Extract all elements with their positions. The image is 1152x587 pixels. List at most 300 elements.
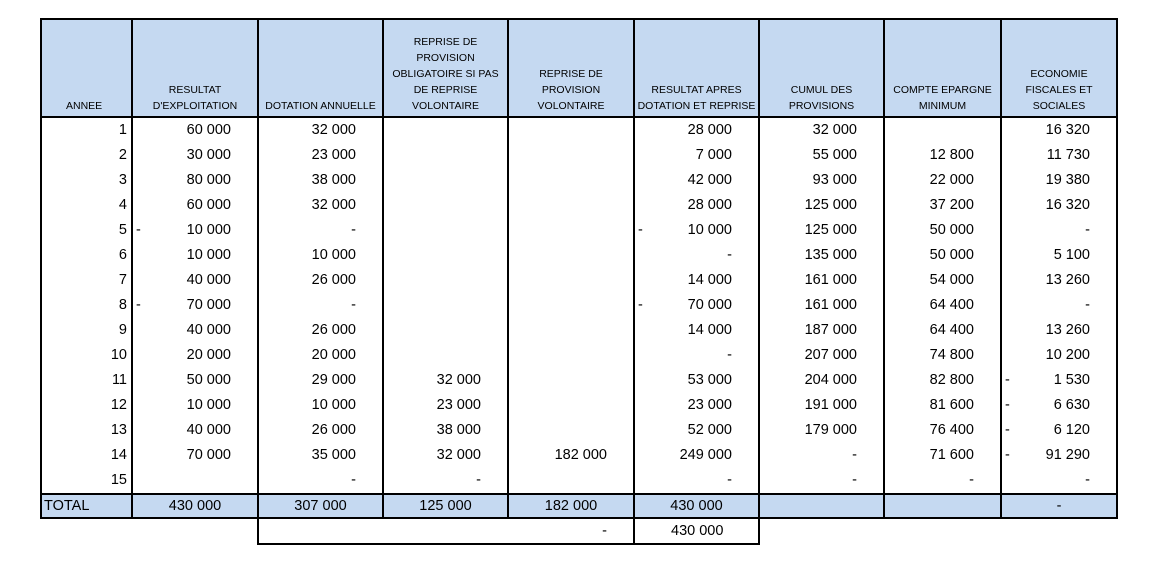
- cell-value: 14 000: [687, 272, 732, 288]
- cell-value: -: [852, 447, 857, 463]
- cell-reprise-volontaire[interactable]: [508, 443, 634, 468]
- cell-reprise-obligatoire[interactable]: [383, 468, 508, 494]
- cell-reprise-obligatoire[interactable]: [383, 368, 508, 393]
- table-row: [41, 343, 1117, 368]
- check-empty-cell: [884, 518, 1001, 544]
- cell-value: 32 000: [311, 197, 356, 213]
- cell-value: -: [476, 472, 481, 488]
- cell-value: 10 000: [186, 222, 231, 238]
- cell-value: 32 000: [812, 122, 857, 138]
- cell-reprise-obligatoire[interactable]: [383, 318, 508, 343]
- cell-resultat[interactable]: [132, 193, 258, 218]
- cell-value: 207 000: [804, 347, 857, 363]
- cell-annee[interactable]: [41, 318, 132, 343]
- cell-value: 10 000: [186, 397, 231, 413]
- header-reprise-obligatoire[interactable]: REPRISE DE PROVISION OBLIGATOIRE SI PAS DE REPRISE VOLONTAIRE: [383, 19, 508, 117]
- header-cumul-provisions[interactable]: CUMUL DES PROVISIONS: [759, 19, 884, 117]
- cell-value: 2: [118, 147, 127, 163]
- cell-value: 37 200: [929, 197, 974, 213]
- cell-resultat[interactable]: [132, 117, 258, 143]
- cell-value: 249 000: [679, 447, 732, 463]
- cell-epargne[interactable]: [884, 243, 1001, 268]
- cell-resultat-apres[interactable]: [634, 243, 759, 268]
- cell-value: 64 400: [929, 297, 974, 313]
- cell-value: 28 000: [687, 197, 732, 213]
- cell-value: 19 380: [1045, 172, 1090, 188]
- cell-cumul[interactable]: [759, 243, 884, 268]
- cell-value: 50 000: [186, 372, 231, 388]
- cell-value: -: [351, 222, 356, 238]
- cell-resultat[interactable]: [132, 468, 258, 494]
- cell-reprise-volontaire[interactable]: [508, 343, 634, 368]
- cell-cumul[interactable]: [759, 343, 884, 368]
- cell-value: 1: [118, 122, 127, 138]
- cell-value: 64 400: [929, 322, 974, 338]
- cell-epargne[interactable]: [884, 268, 1001, 293]
- table-row: [41, 218, 1117, 243]
- cell-value: 125 000: [804, 197, 857, 213]
- cell-reprise-volontaire[interactable]: [508, 168, 634, 193]
- cell-annee[interactable]: [41, 393, 132, 418]
- cell-value: 187 000: [804, 322, 857, 338]
- cell-value: 125 000: [804, 222, 857, 238]
- cell-reprise-obligatoire[interactable]: [383, 143, 508, 168]
- table-row: [41, 368, 1117, 393]
- cell-resultat-apres[interactable]: [634, 468, 759, 494]
- total-resultat-apres[interactable]: 430 000: [634, 494, 759, 518]
- cell-annee[interactable]: [41, 117, 132, 143]
- cell-resultat-apres[interactable]: [634, 443, 759, 468]
- table-row: [41, 193, 1117, 218]
- cell-value: 22 000: [929, 172, 974, 188]
- negative-sign: -: [136, 222, 141, 238]
- cell-value: 182 000: [554, 447, 607, 463]
- check-resultat-apres[interactable]: 430 000: [634, 518, 759, 544]
- cell-annee[interactable]: [41, 343, 132, 368]
- cell-epargne[interactable]: [884, 168, 1001, 193]
- cell-dotation[interactable]: [258, 193, 383, 218]
- cell-value: 40 000: [186, 422, 231, 438]
- negative-sign: -: [1005, 372, 1010, 388]
- cell-reprise-obligatoire[interactable]: [383, 268, 508, 293]
- cell-reprise-obligatoire[interactable]: [383, 193, 508, 218]
- table-row: [41, 243, 1117, 268]
- cell-epargne[interactable]: [884, 368, 1001, 393]
- check-empty-cell: [1001, 518, 1117, 544]
- cell-value: -: [1085, 472, 1090, 488]
- cell-economie[interactable]: [1001, 243, 1117, 268]
- cell-economie[interactable]: [1001, 318, 1117, 343]
- cell-value: 40 000: [186, 272, 231, 288]
- cell-value: 10 000: [311, 397, 356, 413]
- cell-value: 32 000: [311, 122, 356, 138]
- cell-value: 16 320: [1045, 197, 1090, 213]
- cell-epargne[interactable]: [884, 143, 1001, 168]
- cell-value: 10 000: [311, 247, 356, 263]
- cell-value: 55 000: [812, 147, 857, 163]
- cell-value: 93 000: [812, 172, 857, 188]
- total-reprise-obligatoire[interactable]: 125 000: [383, 494, 508, 518]
- cell-reprise-volontaire[interactable]: [508, 293, 634, 318]
- header-row: [41, 19, 1117, 117]
- cell-value: 8: [118, 297, 127, 313]
- cell-economie[interactable]: [1001, 218, 1117, 243]
- cell-value: 10 000: [186, 247, 231, 263]
- cell-value: 15: [110, 472, 127, 488]
- cell-epargne[interactable]: [884, 443, 1001, 468]
- cell-reprise-volontaire[interactable]: [508, 418, 634, 443]
- cell-value: 191 000: [804, 397, 857, 413]
- cell-reprise-volontaire[interactable]: [508, 393, 634, 418]
- cell-value: 16 320: [1045, 122, 1090, 138]
- cell-reprise-volontaire[interactable]: [508, 193, 634, 218]
- check-empty-cell: [258, 518, 383, 544]
- cell-dotation[interactable]: [258, 368, 383, 393]
- cell-reprise-volontaire[interactable]: [508, 117, 634, 143]
- cell-reprise-obligatoire[interactable]: [383, 418, 508, 443]
- cell-value: 3: [118, 172, 127, 188]
- cell-value: 28 000: [687, 122, 732, 138]
- check-reprise-volontaire[interactable]: -: [508, 518, 634, 544]
- cell-resultat-apres[interactable]: [634, 343, 759, 368]
- header-dotation-annuelle[interactable]: DOTATION ANNUELLE: [258, 19, 383, 117]
- cell-reprise-obligatoire[interactable]: [383, 393, 508, 418]
- cell-value: 179 000: [804, 422, 857, 438]
- cell-value: 26 000: [311, 422, 356, 438]
- cell-dotation[interactable]: [258, 243, 383, 268]
- cell-cumul[interactable]: [759, 268, 884, 293]
- cell-value: 6: [118, 247, 127, 263]
- cell-value: -: [727, 472, 732, 488]
- cell-value: 10 200: [1045, 347, 1090, 363]
- cell-economie[interactable]: [1001, 368, 1117, 393]
- header-resultat-apres[interactable]: RESULTAT APRES DOTATION ET REPRISE: [634, 19, 759, 117]
- total-cumul[interactable]: [759, 494, 884, 518]
- header-resultat-exploitation[interactable]: RESULTAT D'EXPLOITATION: [132, 19, 258, 117]
- cell-value: -: [727, 247, 732, 263]
- cell-value: 81 600: [929, 397, 974, 413]
- cell-epargne[interactable]: [884, 318, 1001, 343]
- cell-value: 38 000: [436, 422, 481, 438]
- cell-annee[interactable]: [41, 468, 132, 494]
- cell-reprise-volontaire[interactable]: [508, 318, 634, 343]
- cell-cumul[interactable]: [759, 393, 884, 418]
- cell-dotation[interactable]: [258, 168, 383, 193]
- cell-value: 23 000: [311, 147, 356, 163]
- cell-cumul[interactable]: [759, 117, 884, 143]
- cell-epargne[interactable]: [884, 418, 1001, 443]
- cell-resultat[interactable]: [132, 418, 258, 443]
- cell-economie[interactable]: [1001, 193, 1117, 218]
- cell-resultat[interactable]: [132, 443, 258, 468]
- cell-annee[interactable]: [41, 418, 132, 443]
- cell-cumul[interactable]: [759, 293, 884, 318]
- cell-value: 161 000: [804, 272, 857, 288]
- total-row: [41, 494, 1117, 518]
- cell-value: 70 000: [687, 297, 732, 313]
- table-row: [41, 418, 1117, 443]
- cell-cumul[interactable]: [759, 468, 884, 494]
- cell-value: 5: [118, 222, 127, 238]
- cell-economie[interactable]: [1001, 343, 1117, 368]
- cell-value: 70 000: [186, 447, 231, 463]
- cell-value: -: [969, 472, 974, 488]
- cell-resultat-apres[interactable]: [634, 393, 759, 418]
- cell-value: 50 000: [929, 247, 974, 263]
- cell-resultat[interactable]: [132, 143, 258, 168]
- cell-economie[interactable]: [1001, 418, 1117, 443]
- cell-value: 9: [118, 322, 127, 338]
- cell-value: 6 630: [1053, 397, 1090, 413]
- cell-value: 26 000: [311, 322, 356, 338]
- cell-value: 135 000: [804, 247, 857, 263]
- cell-resultat-apres[interactable]: [634, 293, 759, 318]
- cell-economie[interactable]: [1001, 168, 1117, 193]
- cell-value: 38 000: [311, 172, 356, 188]
- cell-dotation[interactable]: [258, 268, 383, 293]
- cell-value: 7: [118, 272, 127, 288]
- cell-cumul[interactable]: [759, 418, 884, 443]
- cell-value: 11: [111, 372, 127, 388]
- header-economie-fiscales[interactable]: ECONOMIE FISCALES ET SOCIALES: [1001, 19, 1117, 117]
- cell-value: 10 000: [687, 222, 732, 238]
- cell-dotation[interactable]: [258, 393, 383, 418]
- cell-reprise-volontaire[interactable]: [508, 243, 634, 268]
- provision-table: [40, 18, 1118, 545]
- cell-value: 91 290: [1045, 447, 1090, 463]
- cell-resultat[interactable]: [132, 293, 258, 318]
- cell-annee[interactable]: [41, 293, 132, 318]
- total-reprise-volontaire[interactable]: 182 000: [508, 494, 634, 518]
- header-reprise-volontaire[interactable]: REPRISE DE PROVISION VOLONTAIRE: [508, 19, 634, 117]
- cell-resultat[interactable]: [132, 168, 258, 193]
- cell-value: 14 000: [687, 322, 732, 338]
- cell-resultat-apres[interactable]: [634, 143, 759, 168]
- cell-dotation[interactable]: [258, 218, 383, 243]
- cell-annee[interactable]: [41, 143, 132, 168]
- cell-epargne[interactable]: [884, 218, 1001, 243]
- cell-epargne[interactable]: [884, 393, 1001, 418]
- cell-annee[interactable]: [41, 218, 132, 243]
- cell-value: 11 730: [1046, 147, 1090, 163]
- cell-resultat-apres[interactable]: [634, 268, 759, 293]
- cell-epargne[interactable]: [884, 343, 1001, 368]
- cell-value: 10: [110, 347, 127, 363]
- cell-resultat-apres[interactable]: [634, 368, 759, 393]
- cell-economie[interactable]: [1001, 468, 1117, 494]
- cell-value: 13 260: [1045, 272, 1090, 288]
- cell-value: 52 000: [687, 422, 732, 438]
- cell-economie[interactable]: [1001, 443, 1117, 468]
- negative-sign: -: [638, 297, 643, 313]
- cell-value: -: [351, 297, 356, 313]
- cell-economie[interactable]: [1001, 117, 1117, 143]
- cell-annee[interactable]: [41, 368, 132, 393]
- cell-value: 35 000: [311, 447, 356, 463]
- cell-value: 161 000: [804, 297, 857, 313]
- total-dotation[interactable]: 307 000: [258, 494, 383, 518]
- negative-sign: -: [1005, 397, 1010, 413]
- cell-resultat-apres[interactable]: [634, 418, 759, 443]
- cell-dotation[interactable]: [258, 468, 383, 494]
- total-epargne[interactable]: [884, 494, 1001, 518]
- cell-value: 13 260: [1045, 322, 1090, 338]
- cell-cumul[interactable]: [759, 218, 884, 243]
- check-empty-cell: [383, 518, 508, 544]
- cell-resultat-apres[interactable]: [634, 168, 759, 193]
- cell-reprise-obligatoire[interactable]: [383, 443, 508, 468]
- cell-economie[interactable]: [1001, 293, 1117, 318]
- check-empty-cell: [759, 518, 884, 544]
- table-row: [41, 318, 1117, 343]
- cell-cumul[interactable]: [759, 443, 884, 468]
- cell-value: 40 000: [186, 322, 231, 338]
- total-resultat[interactable]: 430 000: [132, 494, 258, 518]
- cell-cumul[interactable]: [759, 318, 884, 343]
- cell-dotation[interactable]: [258, 117, 383, 143]
- cell-value: -: [727, 347, 732, 363]
- cell-value: 4: [118, 197, 127, 213]
- cell-value: 80 000: [186, 172, 231, 188]
- cell-value: 5 100: [1053, 247, 1090, 263]
- cell-reprise-obligatoire[interactable]: [383, 293, 508, 318]
- cell-reprise-obligatoire[interactable]: [383, 343, 508, 368]
- cell-reprise-obligatoire[interactable]: [383, 168, 508, 193]
- cell-dotation[interactable]: [258, 343, 383, 368]
- cell-value: -: [852, 472, 857, 488]
- cell-resultat-apres[interactable]: [634, 318, 759, 343]
- cell-value: -: [351, 472, 356, 488]
- cell-epargne[interactable]: [884, 193, 1001, 218]
- cell-value: 54 000: [929, 272, 974, 288]
- cell-reprise-obligatoire[interactable]: [383, 218, 508, 243]
- cell-epargne[interactable]: [884, 117, 1001, 143]
- cell-reprise-volontaire[interactable]: [508, 143, 634, 168]
- table-row: [41, 468, 1117, 494]
- table-row: [41, 393, 1117, 418]
- cell-value: 23 000: [687, 397, 732, 413]
- cell-resultat[interactable]: [132, 368, 258, 393]
- check-row: [41, 518, 1117, 544]
- cell-value: 60 000: [186, 197, 231, 213]
- cell-value: 6 120: [1053, 422, 1090, 438]
- cell-value: 7 000: [695, 147, 732, 163]
- cell-reprise-volontaire[interactable]: [508, 468, 634, 494]
- cell-value: 26 000: [311, 272, 356, 288]
- cell-economie[interactable]: [1001, 143, 1117, 168]
- cell-annee[interactable]: [41, 168, 132, 193]
- table-row: [41, 168, 1117, 193]
- cell-value: 76 400: [929, 422, 974, 438]
- header-compte-epargne[interactable]: COMPTE EPARGNE MINIMUM: [884, 19, 1001, 117]
- cell-resultat[interactable]: [132, 318, 258, 343]
- table-body: [41, 117, 1117, 494]
- cell-value: 74 800: [929, 347, 974, 363]
- cell-value: 20 000: [311, 347, 356, 363]
- cell-cumul[interactable]: [759, 168, 884, 193]
- header-annee[interactable]: ANNEE: [41, 19, 132, 117]
- table-row: [41, 117, 1117, 143]
- cell-reprise-obligatoire[interactable]: [383, 117, 508, 143]
- table-row: [41, 293, 1117, 318]
- cell-value: 50 000: [929, 222, 974, 238]
- cell-value: 30 000: [186, 147, 231, 163]
- cell-reprise-obligatoire[interactable]: [383, 243, 508, 268]
- negative-sign: -: [1005, 422, 1010, 438]
- total-economie[interactable]: -: [1001, 494, 1117, 518]
- cell-epargne[interactable]: [884, 293, 1001, 318]
- cell-epargne[interactable]: [884, 468, 1001, 494]
- cell-cumul[interactable]: [759, 143, 884, 168]
- cell-value: 32 000: [436, 372, 481, 388]
- negative-sign: -: [136, 297, 141, 313]
- cell-value: 71 600: [929, 447, 974, 463]
- cell-resultat[interactable]: [132, 243, 258, 268]
- check-empty-cell: [41, 518, 132, 544]
- cell-resultat-apres[interactable]: [634, 218, 759, 243]
- cell-value: 14: [110, 447, 127, 463]
- spreadsheet: [40, 18, 1116, 545]
- cell-economie[interactable]: [1001, 268, 1117, 293]
- cell-resultat[interactable]: [132, 218, 258, 243]
- cell-cumul[interactable]: [759, 368, 884, 393]
- cell-dotation[interactable]: [258, 443, 383, 468]
- cell-value: 42 000: [687, 172, 732, 188]
- table-row: [41, 143, 1117, 168]
- cell-annee[interactable]: [41, 243, 132, 268]
- cell-value: 204 000: [804, 372, 857, 388]
- cell-economie[interactable]: [1001, 393, 1117, 418]
- cell-value: 13: [110, 422, 127, 438]
- cell-resultat[interactable]: [132, 393, 258, 418]
- table-row: [41, 443, 1117, 468]
- cell-resultat-apres[interactable]: [634, 193, 759, 218]
- cell-value: 1 530: [1053, 372, 1090, 388]
- cell-annee[interactable]: [41, 268, 132, 293]
- cell-value: 29 000: [311, 372, 356, 388]
- cell-resultat[interactable]: [132, 268, 258, 293]
- cell-value: 20 000: [186, 347, 231, 363]
- cell-dotation[interactable]: [258, 418, 383, 443]
- cell-value: 70 000: [186, 297, 231, 313]
- cell-value: 12 800: [929, 147, 974, 163]
- cell-dotation[interactable]: [258, 143, 383, 168]
- cell-resultat-apres[interactable]: [634, 117, 759, 143]
- cell-value: 32 000: [436, 447, 481, 463]
- cell-resultat[interactable]: [132, 343, 258, 368]
- cell-annee[interactable]: [41, 193, 132, 218]
- cell-cumul[interactable]: [759, 193, 884, 218]
- cell-value: 53 000: [687, 372, 732, 388]
- table-row: [41, 268, 1117, 293]
- cell-value: 60 000: [186, 122, 231, 138]
- cell-value: 12: [110, 397, 127, 413]
- cell-reprise-volontaire[interactable]: [508, 268, 634, 293]
- cell-value: -: [1085, 222, 1090, 238]
- cell-annee[interactable]: [41, 443, 132, 468]
- cell-dotation[interactable]: [258, 318, 383, 343]
- cell-dotation[interactable]: [258, 293, 383, 318]
- cell-reprise-volontaire[interactable]: [508, 218, 634, 243]
- negative-sign: -: [638, 222, 643, 238]
- cell-value: 82 800: [929, 372, 974, 388]
- cell-reprise-volontaire[interactable]: [508, 368, 634, 393]
- negative-sign: -: [1005, 447, 1010, 463]
- check-empty-cell: [132, 518, 258, 544]
- total-label[interactable]: TOTAL: [41, 494, 132, 518]
- cell-value: -: [1085, 297, 1090, 313]
- cell-value: 23 000: [436, 397, 481, 413]
